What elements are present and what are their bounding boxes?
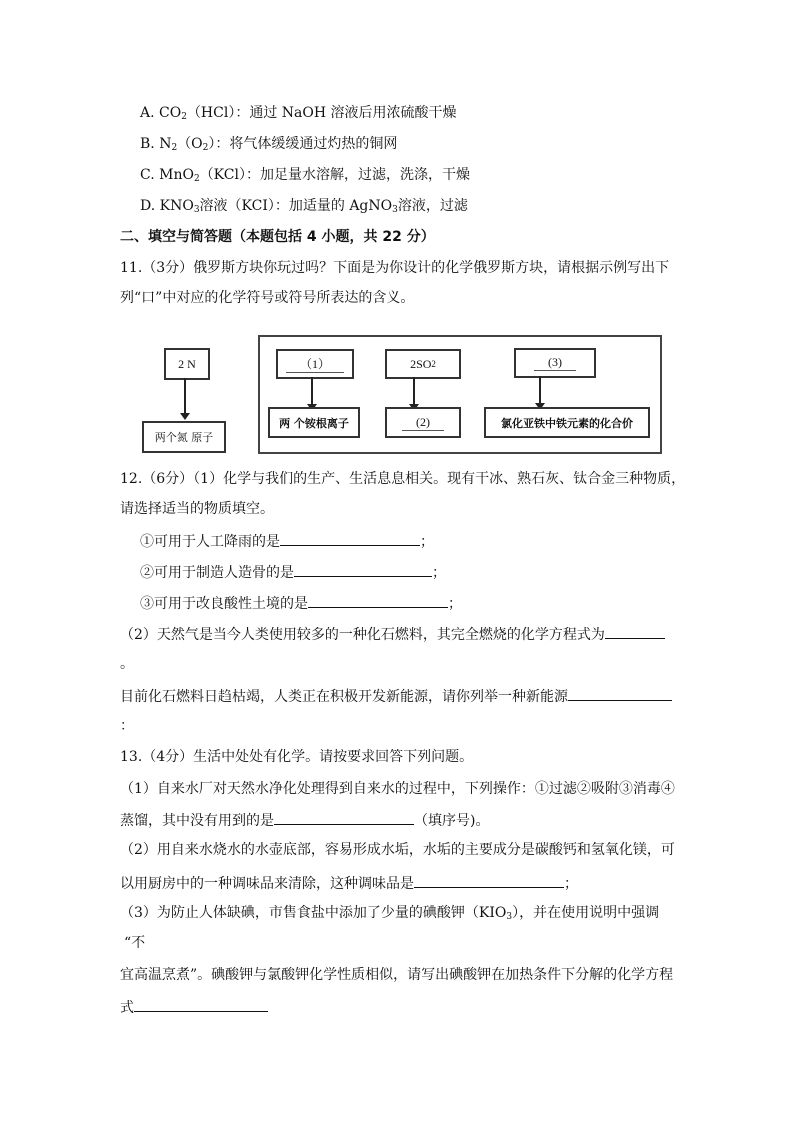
blank-3: (3) xyxy=(534,355,576,371)
blank-2: (2) xyxy=(402,415,444,431)
q11-text-2: 列“口”中对应的化学符号或符号所表达的含义。 xyxy=(120,290,415,306)
answer-blank[interactable] xyxy=(134,997,268,1012)
q13-c4: 式 xyxy=(120,997,268,1017)
ammonium-box: 两 个铵根离子 xyxy=(268,407,360,438)
arrow-icon xyxy=(184,378,186,414)
q12-item-1: ①可用于人工降雨的是 ； xyxy=(140,531,434,551)
q11-text: 11.（3分）俄罗斯方块你玩过吗？下面是为你设计的化学俄罗斯方块，请根据示例写出下 xyxy=(120,260,670,276)
arrow-icon xyxy=(311,377,313,405)
answer-blank[interactable] xyxy=(568,686,672,701)
q13-c2: “不 xyxy=(124,935,146,951)
section-heading: 二、填空与简答题（本题包括 4 小题，共 22 分） xyxy=(120,229,435,245)
blank-3-box xyxy=(514,348,596,378)
q13-b1: （2）用自来水烧水的水壶底部，容易形成水垢，水垢的主要成分是碳酸钙和氢氧化镁，可 xyxy=(120,842,675,858)
q12-text-2: 请选择适当的物质填空。 xyxy=(120,501,274,517)
answer-blank[interactable] xyxy=(294,562,432,577)
arrow-icon xyxy=(413,377,415,405)
example-bottom-box: 两个氮 原子 xyxy=(142,421,226,453)
answer-blank[interactable] xyxy=(274,810,414,825)
valence-box: 氯化亚铁中铁元素的化合价 xyxy=(484,407,650,438)
option-d: D. $KNO_3$溶液（KCI）：加适量的 AgNO$_3$溶液，过滤 xyxy=(140,198,468,215)
so2-box: 2SO 2 xyxy=(385,349,461,379)
q13-c3: 宜高温烹煮”。碘酸钾与氯酸钾化学性质相似，请写出碘酸钾在加热条件下分解的化学方程 xyxy=(120,967,674,983)
q13-a2: 蒸馏，其中没有用到的是 （填序号)。 xyxy=(120,810,489,830)
answer-blank[interactable] xyxy=(308,593,448,608)
q12-part-3: 目前化石燃料日趋枯竭，人类正在积极开发新能源，请你列举一种新能源 xyxy=(120,686,672,706)
q13-b2: 以用厨房中的一种调味品来清除，这种调味品是 ； xyxy=(120,873,578,893)
option-b: B. $N_2(O_2)$：将气体缓缓通过灼热的铜网 xyxy=(140,136,398,153)
q13-a1: （1）自来水厂对天然水净化处理得到自来水的过程中，下列操作：①过滤②吸附③消毒④ xyxy=(120,781,675,797)
q13-c1: （3）为防止人体缺碘，市售食盐中添加了少量的碘酸钾$(KIO_3)$，并在使用说明中强调 xyxy=(120,905,660,922)
example-top-box: 2 N xyxy=(164,348,210,380)
blank-1-box xyxy=(276,349,354,379)
blank-1: （1） xyxy=(286,355,344,373)
q13-text: 13.（4分）生活中处处有化学。请按要求回答下列问题。 xyxy=(120,749,474,765)
q12-item-2: ②可用于制造人造骨的是 ； xyxy=(140,562,446,582)
answer-blank[interactable] xyxy=(605,624,665,639)
q12-part-2: （2）天然气是当今人类使用较多的一种化石燃料，其完全燃烧的化学方程式为 xyxy=(120,624,665,644)
answer-blank[interactable] xyxy=(280,531,420,546)
q12-colon: ： xyxy=(120,718,134,734)
option-c: C. MnO$_2$（KCl）：加足量水溶解，过滤，洗涤，干燥 xyxy=(140,167,470,184)
answer-blank[interactable] xyxy=(414,873,564,888)
arrow-icon xyxy=(539,376,541,404)
q12-text: 12.（6分）（1）化学与我们的生产、生活息息相关。现有干冰、熟石灰、钛合金三种物质， xyxy=(120,471,686,487)
option-a: A. $CO_2(HCl)$：通过 NaOH 溶液后用浓硫酸干燥 xyxy=(140,105,457,122)
q12-period: 。 xyxy=(120,656,134,672)
blank-2-box xyxy=(385,407,461,438)
q12-item-3: ③可用于改良酸性土境的是 ； xyxy=(140,593,462,613)
